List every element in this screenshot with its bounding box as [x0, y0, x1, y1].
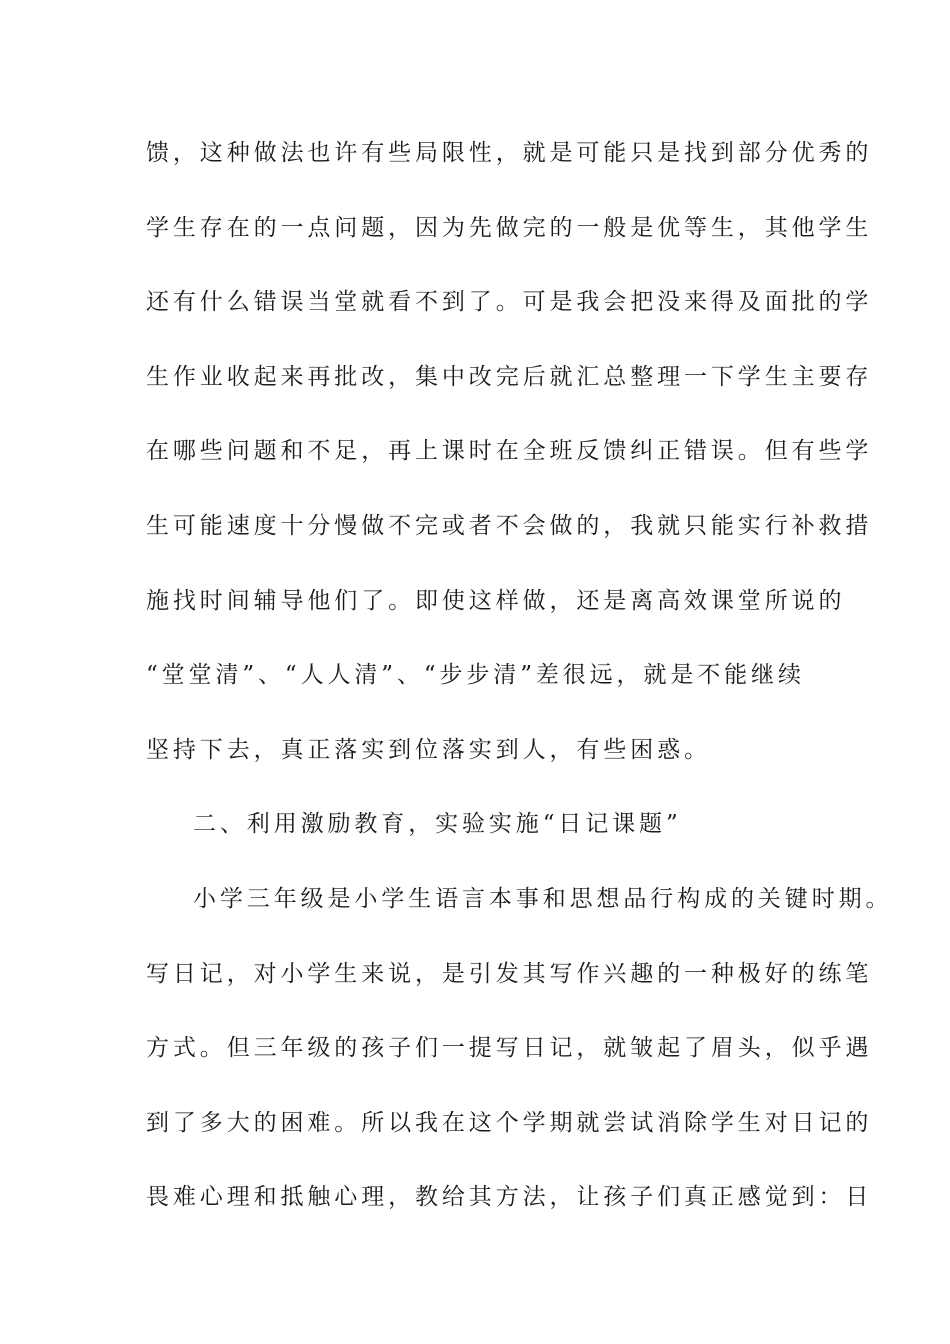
text-line: 坚持下去，真正落实到位落实到人，有些困惑。: [146, 736, 711, 763]
text-line: 施找时间辅导他们了。即使这样做，还是离高效课堂所说的: [146, 587, 846, 614]
text-line: 馈，这种做法也许有些局限性，就是可能只是找到部分优秀的: [146, 140, 873, 166]
paragraph-first-line: 小学三年级是小学生语言本事和思想品行构成的关键时期。: [193, 885, 893, 912]
text-line: 方式。但三年级的孩子们一提写日记，就皱起了眉头，似乎遇: [146, 1035, 873, 1062]
text-line: 学生存在的一点问题，因为先做完的一般是优等生，其他学生: [146, 214, 873, 241]
text-line: 写日记，对小学生来说，是引发其写作兴趣的一种极好的练笔: [146, 960, 873, 987]
text-line: 畏难心理和抵触心理，教给其方法，让孩子们真正感觉到：日: [146, 1184, 873, 1211]
text-line: 在哪些问题和不足，再上课时在全班反馈纠正错误。但有些学: [146, 438, 873, 465]
text-line: “堂堂清”、“人人清”、“步步清”差很远，就是不能继续: [146, 662, 805, 689]
document-body: [146, 128, 893, 1247]
section-heading: 二、利用激励教育，实验实施“日记课题”: [193, 811, 682, 838]
text-line: 生作业收起来再批改，集中改完后就汇总整理一下学生主要存: [146, 363, 873, 390]
text-line: 生可能速度十分慢做不完或者不会做的，我就只能实行补救措: [146, 512, 873, 539]
text-line: 到了多大的困难。所以我在这个学期就尝试消除学生对日记的: [146, 1109, 873, 1136]
text-line: 还有什么错误当堂就看不到了。可是我会把没来得及面批的学: [146, 289, 873, 316]
